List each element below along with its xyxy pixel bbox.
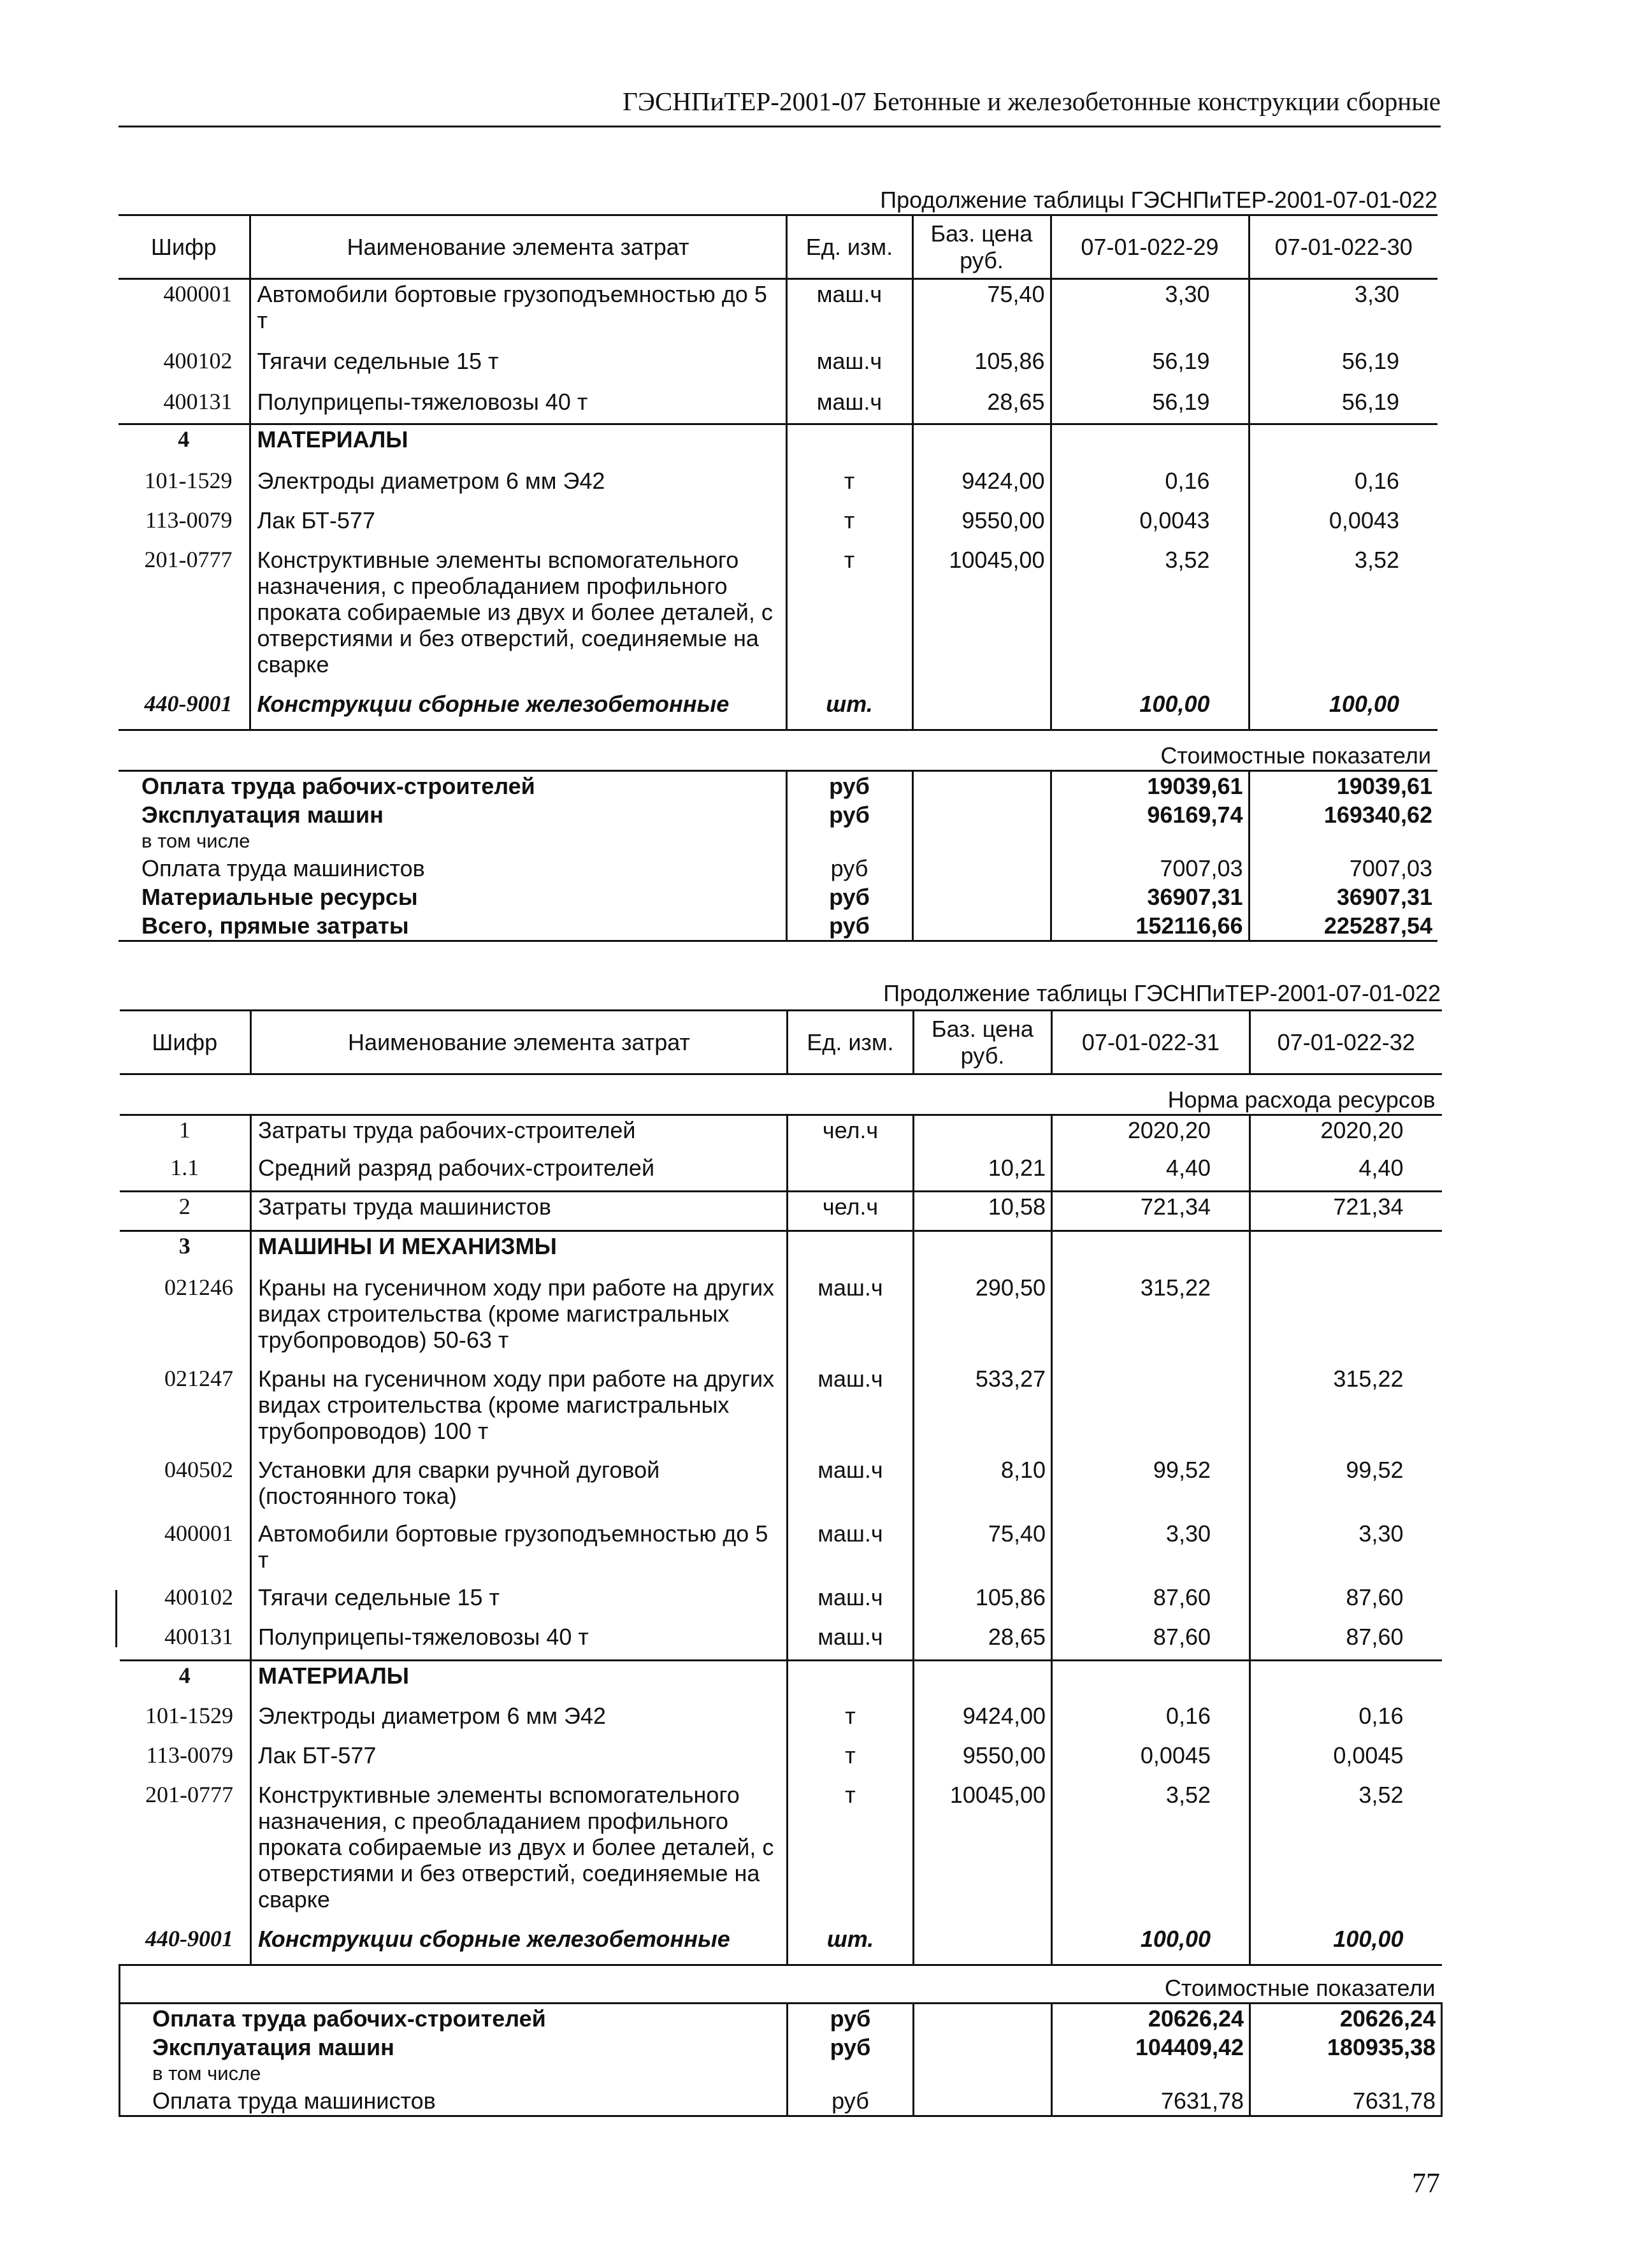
resource-code: 113-0079 [120,1741,251,1780]
resource-unit: маш.ч [788,1622,914,1661]
cost-value: 7631,78 [1052,2086,1250,2116]
cost-row [119,829,1437,854]
table-row [120,1925,1442,1965]
resource-unit: маш.ч [788,1519,914,1583]
table-continuation-label: Продолжение таблицы ГЭСНПиТЕР-2001-07-01-022 [880,187,1437,213]
column-header: Ед. изм. [788,1011,914,1074]
cost-value: 20626,24 [1052,2004,1250,2033]
resource-price: 75,40 [914,1519,1052,1583]
resource-value: 0,0043 [1051,506,1249,545]
resource-name: Установки для сварки ручной дуговой (постоянного тока) [251,1455,788,1519]
resource-code: 1 [120,1115,251,1153]
cost-value: 152116,66 [1051,911,1249,941]
column-header: Наименование элемента затрат [251,1011,788,1074]
resource-price: 28,65 [914,1622,1052,1661]
resource-price [912,690,1051,730]
cost-row [119,883,1437,911]
resource-value: 99,52 [1250,1455,1442,1519]
cost-value: 19039,61 [1051,771,1249,801]
cost-unit: руб [788,2086,914,2116]
table-row [120,1519,1442,1583]
resource-unit: т [786,545,912,690]
resource-name: Лак БТ-577 [250,506,786,545]
resource-value: 87,60 [1052,1622,1250,1661]
column-header: Баз. цена руб. [912,215,1051,279]
resource-price: 10045,00 [914,1780,1052,1925]
table-row [120,1780,1442,1925]
cost-name: Эксплуатация машин [120,2033,788,2062]
page-number: 77 [1412,2167,1440,2199]
cost-unit: руб [786,854,912,883]
cost-title: Стоимостные показатели [120,1965,1442,2004]
section-number: 4 [119,424,250,466]
table-row [120,1701,1442,1741]
section-row [119,424,1437,466]
resource-name: Автомобили бортовые грузоподъемностью до 5 т [251,1519,788,1583]
cost-name: Эксплуатация машин [119,800,786,829]
resource-name: Тягачи седельные 15 т [250,347,786,387]
resource-price [914,1925,1052,1965]
resource-unit [788,1153,914,1192]
resource-value: 0,0045 [1250,1741,1442,1780]
resource-value: 3,52 [1250,1780,1442,1925]
resource-name: Полуприцепы-тяжеловозы 40 т [251,1622,788,1661]
cost-row [120,2033,1442,2062]
norm-title: Норма расхода ресурсов [120,1074,1442,1115]
cost-value: 180935,38 [1250,2033,1442,2062]
column-header: 07-01-022-31 [1052,1011,1250,1074]
resource-unit: чел.ч [788,1115,914,1153]
cost-value: 36907,31 [1249,883,1437,911]
resource-price: 28,65 [912,387,1051,424]
resource-price: 105,86 [912,347,1051,387]
resource-price: 75,40 [912,279,1051,347]
cost-value: 7007,03 [1051,854,1249,883]
table-row [120,1622,1442,1661]
page-header: ГЭСНПиТЕР-2001-07 Бетонные и железобетонные конструкции сборные [623,87,1441,116]
resource-unit: т [788,1780,914,1925]
resource-unit: маш.ч [786,347,912,387]
resource-table-1 [119,214,1437,942]
table-row [120,1115,1442,1153]
resource-unit: маш.ч [786,387,912,424]
resource-price: 9424,00 [914,1701,1052,1741]
table-row [120,1192,1442,1231]
resource-price: 533,27 [914,1364,1052,1455]
resource-code: 400001 [120,1519,251,1583]
cost-row [119,854,1437,883]
resource-code: 400131 [120,1622,251,1661]
resource-code: 440-9001 [120,1925,251,1965]
resource-value: 3,52 [1051,545,1249,690]
resource-value: 87,60 [1052,1583,1250,1622]
table-row [119,466,1437,506]
resource-code: 021247 [120,1364,251,1455]
resource-code: 113-0079 [119,506,250,545]
column-header: Баз. цена руб. [914,1011,1052,1074]
resource-value: 721,34 [1250,1192,1442,1231]
cost-name: Оплата труда машинистов [119,854,786,883]
resource-value: 4,40 [1250,1153,1442,1192]
resource-code: 2 [120,1192,251,1231]
column-header: Наименование элемента затрат [250,215,786,279]
resource-value: 3,30 [1249,279,1437,347]
section-number: 3 [120,1231,251,1273]
resource-name: Электроды диаметром 6 мм Э42 [251,1701,788,1741]
table-row [119,347,1437,387]
resource-value: 2020,20 [1250,1115,1442,1153]
resource-unit: маш.ч [788,1455,914,1519]
resource-name: Конструкции сборные железобетонные [250,690,786,730]
section-title: МАШИНЫ И МЕХАНИЗМЫ [251,1231,788,1273]
resource-code: 400131 [119,387,250,424]
resource-code: 201-0777 [119,545,250,690]
column-header: 07-01-022-30 [1249,215,1437,279]
resource-value: 3,30 [1051,279,1249,347]
table-row [120,1583,1442,1622]
resource-name: Средний разряд рабочих-строителей [251,1153,788,1192]
resource-unit: маш.ч [788,1273,914,1364]
cost-name: Материальные ресурсы [119,883,786,911]
cost-row [119,800,1437,829]
cost-value: 169340,62 [1249,800,1437,829]
resource-value: 56,19 [1249,387,1437,424]
resource-code: 1.1 [120,1153,251,1192]
section-row [120,1231,1442,1273]
cost-name: Оплата труда рабочих-строителей [120,2004,788,2033]
section-title: МАТЕРИАЛЫ [251,1661,788,1701]
table-header-row [119,215,1437,279]
table-row [119,506,1437,545]
resource-value: 0,16 [1250,1701,1442,1741]
cost-title-row [119,730,1437,771]
cost-value: 104409,42 [1052,2033,1250,2062]
cost-unit: руб [788,2033,914,2062]
resource-value: 100,00 [1250,1925,1442,1965]
resource-unit: маш.ч [788,1583,914,1622]
cost-value: 20626,24 [1250,2004,1442,2033]
cost-unit: руб [786,771,912,801]
cost-name: Оплата труда рабочих-строителей [119,771,786,801]
resource-unit: шт. [788,1925,914,1965]
resource-name: Лак БТ-577 [251,1741,788,1780]
cost-row [120,2062,1442,2086]
resource-unit: т [786,506,912,545]
resource-value [1052,1364,1250,1455]
resource-unit: маш.ч [788,1364,914,1455]
table-row [120,1741,1442,1780]
column-header: 07-01-022-32 [1250,1011,1442,1074]
cost-unit: руб [786,911,912,941]
resource-price [914,1115,1052,1153]
resource-value: 87,60 [1250,1622,1442,1661]
resource-value: 0,16 [1051,466,1249,506]
table-row [120,1364,1442,1455]
cost-value: 7007,03 [1249,854,1437,883]
resource-name: Автомобили бортовые грузоподъемностью до 5 т [250,279,786,347]
resource-name: Затраты труда рабочих-строителей [251,1115,788,1153]
resource-value: 3,30 [1250,1519,1442,1583]
table-row [120,1273,1442,1364]
table-row [119,545,1437,690]
resource-name: Тягачи седельные 15 т [251,1583,788,1622]
resource-name: Затраты труда машинистов [251,1192,788,1231]
resource-value: 315,22 [1052,1273,1250,1364]
resource-value: 100,00 [1052,1925,1250,1965]
cost-row [119,771,1437,801]
resource-value: 3,52 [1052,1780,1250,1925]
cost-name: в том числе [120,2062,788,2086]
resource-value: 100,00 [1051,690,1249,730]
resource-value: 56,19 [1051,387,1249,424]
table-row [119,690,1437,730]
resource-name: Краны на гусеничном ходу при работе на других видах строительства (кроме магистральных трубопроводов) 50-63 т [251,1273,788,1364]
resource-price: 10,58 [914,1192,1052,1231]
resource-name: Электроды диаметром 6 мм Э42 [250,466,786,506]
cost-unit: руб [786,800,912,829]
column-header: Ед. изм. [786,215,912,279]
resource-name: Конструкции сборные железобетонные [251,1925,788,1965]
cost-value: 225287,54 [1249,911,1437,941]
cost-row [120,2086,1442,2116]
resource-price: 9550,00 [914,1741,1052,1780]
table-header-row [120,1011,1442,1074]
resource-value: 87,60 [1250,1583,1442,1622]
resource-unit: т [786,466,912,506]
cost-title-row [120,1965,1442,2004]
resource-value: 721,34 [1052,1192,1250,1231]
cost-value: 36907,31 [1051,883,1249,911]
resource-unit: шт. [786,690,912,730]
column-header: Шифр [119,215,250,279]
cost-value: 19039,61 [1249,771,1437,801]
cost-name: в том числе [119,829,786,854]
cost-row [120,2004,1442,2033]
cost-name: Всего, прямые затраты [119,911,786,941]
cost-unit: руб [788,2004,914,2033]
resource-price: 9550,00 [912,506,1051,545]
resource-unit: чел.ч [788,1192,914,1231]
cost-unit: руб [786,883,912,911]
resource-value [1250,1273,1442,1364]
resource-unit: т [788,1701,914,1741]
resource-price: 10045,00 [912,545,1051,690]
resource-value: 100,00 [1249,690,1437,730]
resource-price: 9424,00 [912,466,1051,506]
resource-table-2 [119,1009,1443,2117]
resource-code: 021246 [120,1273,251,1364]
cost-value: 96169,74 [1051,800,1249,829]
table-row [119,387,1437,424]
cost-name: Оплата труда машинистов [120,2086,788,2116]
resource-code: 040502 [120,1455,251,1519]
resource-name: Краны на гусеничном ходу при работе на других видах строительства (кроме магистральных трубопроводов) 100 т [251,1364,788,1455]
cost-value: 7631,78 [1250,2086,1442,2116]
resource-unit: маш.ч [786,279,912,347]
section-row [120,1661,1442,1701]
cost-title: Стоимостные показатели [119,730,1437,771]
margin-mark [115,1590,117,1647]
resource-unit: т [788,1741,914,1780]
resource-name: Конструктивные элементы вспомогательного назначения, с преобладанием профильного проката собираемые из двух и более деталей, с отверстиями и без отверстий, соединяемые на сварке [251,1780,788,1925]
resource-name: Полуприцепы-тяжеловозы 40 т [250,387,786,424]
resource-code: 101-1529 [120,1701,251,1741]
resource-value: 0,16 [1052,1701,1250,1741]
resource-value: 56,19 [1051,347,1249,387]
column-header: Шифр [120,1011,251,1074]
resource-price: 105,86 [914,1583,1052,1622]
resource-value: 99,52 [1052,1455,1250,1519]
table-row [120,1455,1442,1519]
resource-value: 56,19 [1249,347,1437,387]
resource-name: Конструктивные элементы вспомогательного назначения, с преобладанием профильного проката собираемые из двух и более деталей, с отверстиями и без отверстий, соединяемые на сварке [250,545,786,690]
resource-value: 2020,20 [1052,1115,1250,1153]
resource-code: 400001 [119,279,250,347]
resource-price: 290,50 [914,1273,1052,1364]
resource-value: 0,0043 [1249,506,1437,545]
table-row [119,279,1437,347]
resource-value: 0,16 [1249,466,1437,506]
section-title: МАТЕРИАЛЫ [250,424,786,466]
resource-price: 8,10 [914,1455,1052,1519]
table-continuation-label: Продолжение таблицы ГЭСНПиТЕР-2001-07-01-022 [883,980,1441,1006]
column-header: 07-01-022-29 [1051,215,1249,279]
norm-title-row [120,1074,1442,1115]
resource-value: 3,52 [1249,545,1437,690]
resource-value: 0,0045 [1052,1741,1250,1780]
resource-code: 400102 [119,347,250,387]
resource-code: 201-0777 [120,1780,251,1925]
resource-value: 4,40 [1052,1153,1250,1192]
resource-value: 315,22 [1250,1364,1442,1455]
resource-code: 440-9001 [119,690,250,730]
resource-code: 101-1529 [119,466,250,506]
cost-row [119,911,1437,941]
table-row [120,1153,1442,1192]
resource-price: 10,21 [914,1153,1052,1192]
resource-value: 3,30 [1052,1519,1250,1583]
header-rule [119,126,1441,127]
resource-code: 400102 [120,1583,251,1622]
section-number: 4 [120,1661,251,1701]
